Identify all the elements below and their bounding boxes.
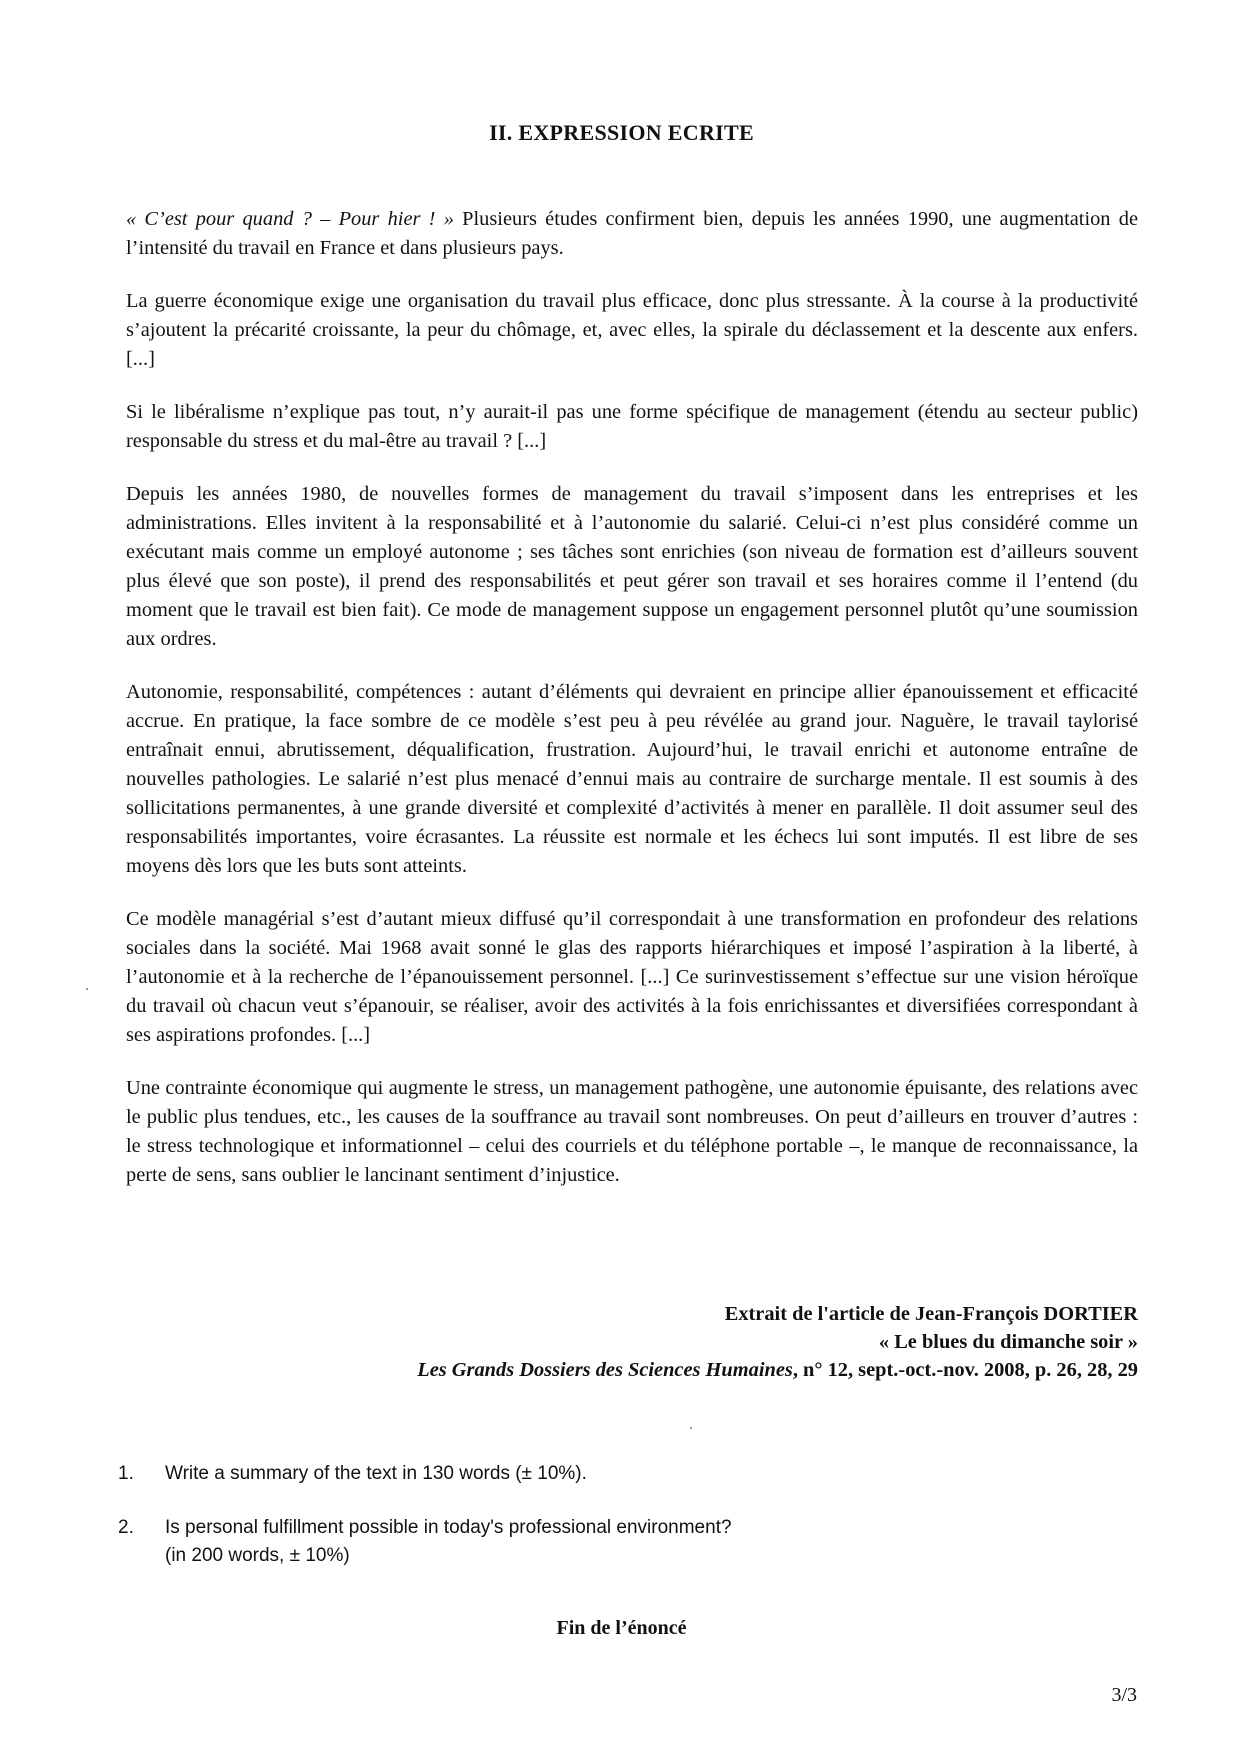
page-number: 3/3 xyxy=(1111,1684,1137,1706)
scan-speck xyxy=(86,988,88,990)
question-line: Is personal fulfillment possible in today's professional environment? xyxy=(165,1517,732,1538)
question-number: 1. xyxy=(118,1463,134,1484)
question-line: Write a summary of the text in 130 words (± 10%). xyxy=(165,1463,587,1484)
questions-list xyxy=(118,1460,1118,1596)
section-title: II. EXPRESSION ECRITE xyxy=(489,120,754,145)
question-line: (in 200 words, ± 10%) xyxy=(165,1545,350,1566)
opening-quote: « C’est pour quand ? – Pour hier ! » xyxy=(126,208,454,230)
question-text xyxy=(165,1514,732,1570)
end-of-statement: Fin de l’énoncé xyxy=(556,1617,687,1639)
paragraph-2: La guerre économique exige une organisation du travail plus efficace, donc plus stressante. À la course à la productivité s’ajoutent la précarité croissante, la peur du chômage, et, avec elles, la spirale du déclassement et la descente aux enfers. [...] xyxy=(126,290,1138,370)
source-publication xyxy=(417,1356,1138,1384)
source-article-title: « Le blues du dimanche soir » xyxy=(878,1331,1138,1353)
question-text xyxy=(165,1460,587,1488)
paragraph-6: Ce modèle managérial s’est d’autant mieux diffusé qu’il correspondait à une transformation en profondeur des relations sociales dans la société. Mai 1968 avait sonné le glas des rapports hiérarchiques et imposé l’aspiration à la liberté, à l’autonomie et à la recherche de l’épanouissement personnel. [...] Ce surinvestissement s’effectue sur une vision héroïque du travail où chacun veut s’épanouir, se réaliser, avoir des activités à la fois enrichissantes et diversifiées correspondant à ses aspirations profondes. [...] xyxy=(126,908,1138,1046)
paragraph-3: Si le libéralisme n’explique pas tout, n’y aurait-il pas une forme spécifique de management (étendu au secteur public) responsable du stress et du mal-être au travail ? [...] xyxy=(126,401,1138,452)
paragraph-1 xyxy=(126,205,1138,263)
paragraph-5: Autonomie, responsabilité, compétences : autant d’éléments qui devraient en principe allier épanouissement et efficacité accrue. En pratique, la face sombre de ce modèle s’est peu à peu révélée au grand jour. Naguère, le travail taylorisé entraînait ennui, abrutissement, déqualification, frustration. Aujourd’hui, le travail enrichi et autonome entraîne de nouvelles pathologies. Le salarié n’est plus menacé d’ennui mais au contraire de surcharge mentale. Il est soumis à des sollicitations permanentes, à une grande diversité et complexité d’activités à mener en parallèle. Il doit assumer seul des responsabilités importantes, voire écrasantes. La réussite est normale et les échecs lui sont imputés. Il est libre de ses moyens dès lors que les buts sont atteints. xyxy=(126,681,1138,877)
question-item xyxy=(118,1514,1118,1570)
paragraph-7: Une contrainte économique qui augmente le stress, un management pathogène, une autonomie épuisante, des relations avec le public plus tendues, etc., les causes de la souffrance au travail sont nombreuses. On peut d’ailleurs en trouver d’autres : le stress technologique et informationnel – celui des courriels et du téléphone portable –, le manque de reconnaissance, la perte de sens, sans oublier le lancinant sentiment d’injustice. xyxy=(126,1077,1138,1186)
article-body xyxy=(126,205,1138,1190)
source-citation xyxy=(417,1300,1138,1384)
source-author: Extrait de l'article de Jean-François DORTIER xyxy=(724,1303,1138,1325)
paragraph-4: Depuis les années 1980, de nouvelles formes de management du travail s’imposent dans les entreprises et les administrations. Elles invitent à la responsabilité et à l’autonomie du salarié. Celui-ci n’est plus considéré comme un exécutant mais comme un employé autonome ; ses tâches sont enrichies (son niveau de formation est d’ailleurs souvent plus élevé que son poste), il prend des responsabilités et peut gérer son travail et ses horaires comme il l’entend (du moment que le travail est bien fait). Ce mode de management suppose un engagement personnel plutôt qu’une soumission aux ordres. xyxy=(126,483,1138,650)
question-item xyxy=(118,1460,1118,1488)
publication-name: Les Grands Dossiers des Sciences Humaines xyxy=(417,1359,793,1381)
scan-speck xyxy=(690,1427,692,1429)
publication-details: , n° 12, sept.-oct.-nov. 2008, p. 26, 28, 29 xyxy=(792,1359,1138,1381)
paragraph-1-text: Plusieurs études confirment bien, depuis les années 1990, une augmentation de l’intensité du travail en France et dans plusieurs pays. xyxy=(126,208,1138,259)
question-number: 2. xyxy=(118,1517,134,1538)
